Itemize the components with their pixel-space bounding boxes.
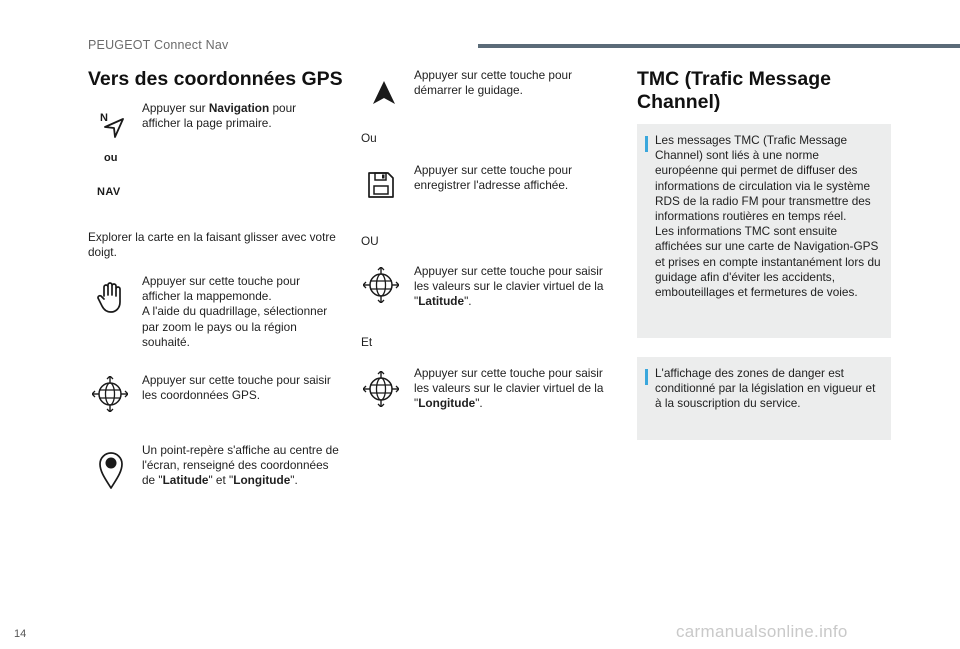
info-box-tmc-body: Les messages TMC (Trafic Message Channel) sont liés à une norme européenne qui permet de diffuser des informations de circulation via le système RDS de la radio FM pour transmettre des informations routières en temps réel. Les informations TMC sont ensuite affichées sur une carte de Navigation-GPS et prises en compte instantanément lors du guidage afin d'éviter les accidents, embouteillages et fermetures de voies. [655,133,881,300]
step-navigation-text: Appuyer sur Navigation pour afficher la page primaire. [142,101,297,131]
nav-n-label: N [100,112,108,124]
navigation-arrow-icon [370,79,398,107]
globe-icon [92,376,128,412]
step-start-guidance-text: Appuyer sur cette touche pour démarrer le guidage. [414,68,573,98]
step-landmark-text: Un point-repère s'affiche au centre de l'écran, renseigné des coordonnées de "Latitude" et "Longitude". [142,443,339,488]
or-label-1: Ou [361,131,377,145]
hand-icon [96,282,126,314]
step-longitude-text: Appuyer sur cette touche pour saisir les valeurs sur le clavier virtuel de la "Longitude". [414,366,604,411]
step-world-map-text: Appuyer sur cette touche pour afficher la mappemonde. A l'aide du quadrillage, sélectionner par zoom le pays ou la région souhaité. [142,274,328,349]
globe-icon [363,371,399,407]
explore-map-text: Explorer la carte en la faisant glisser avec votre doigt. [88,230,336,260]
nav-button-label: NAV [97,186,121,198]
step-latitude-text: Appuyer sur cette touche pour saisir les valeurs sur le clavier virtuel de la "Latitude". [414,264,604,309]
step-save-address-text: Appuyer sur cette touche pour enregistrer l'adresse affichée. [414,163,573,193]
info-box-danger-body: L'affichage des zones de danger est conditionné par la législation en vigueur et à la souscription du service. [655,366,876,411]
or-label: ou [104,152,118,164]
header-divider-bar [478,44,960,48]
info-bar [645,136,648,152]
globe-icon [363,267,399,303]
navigation-arrow-icon [103,117,125,139]
section-title-tmc: TMC (Trafic Message Channel) [637,68,831,113]
or-label-2: OU [361,234,379,248]
info-bar [645,369,648,385]
step-enter-gps-text: Appuyer sur cette touche pour saisir les coordonnées GPS. [142,373,331,403]
save-icon [366,170,396,200]
location-pin-icon [98,450,124,490]
header-brand: PEUGEOT Connect Nav [88,38,229,52]
page-number: 14 [14,628,27,640]
info-box-danger-zones [637,357,891,440]
section-title-gps: Vers des coordonnées GPS [88,68,343,90]
watermark: carmanualsonline.info [676,622,848,641]
info-box-tmc [637,124,891,338]
and-label: Et [361,335,373,349]
